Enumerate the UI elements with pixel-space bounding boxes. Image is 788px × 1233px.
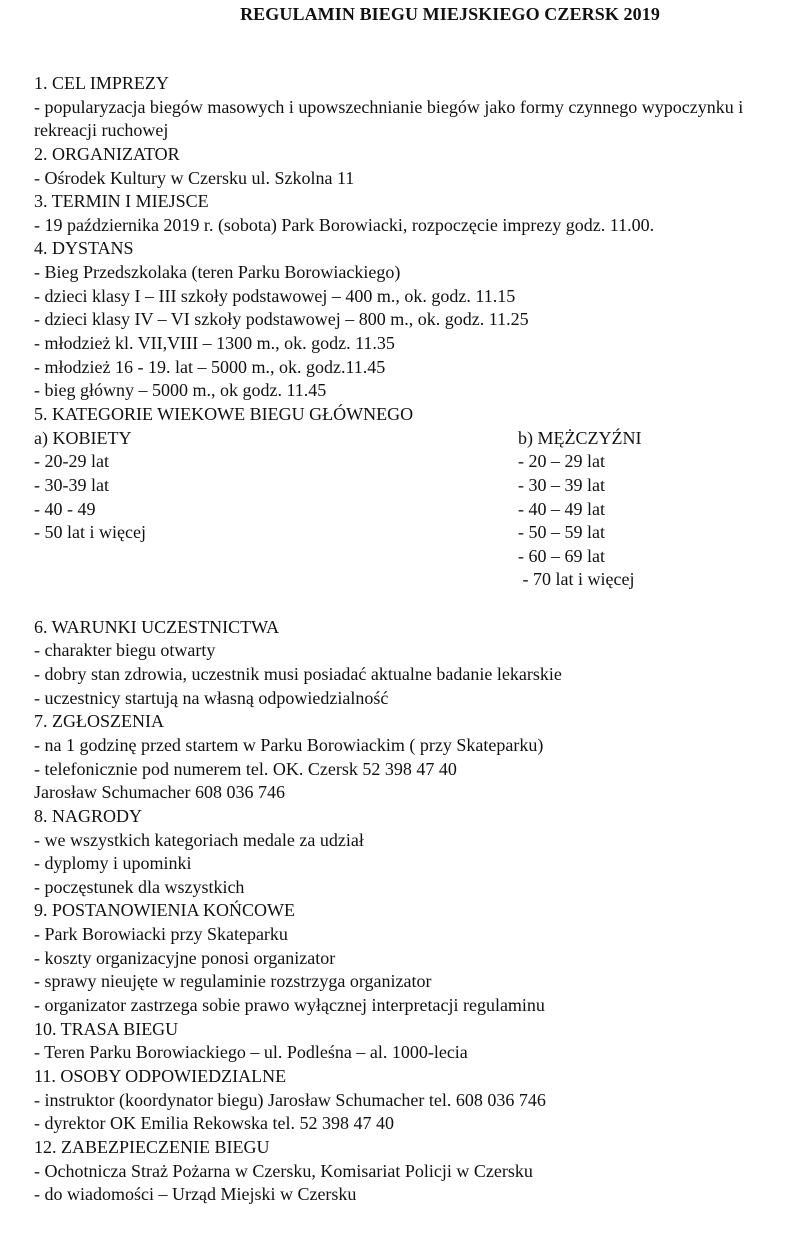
section-line: - Ochotnicza Straż Pożarna w Czersku, Komisariat Policji w Czersku bbox=[34, 1160, 533, 1181]
section-heading: 6. WARUNKI UCZESTNICTWA bbox=[34, 616, 280, 637]
category-item: - 60 – 69 lat bbox=[518, 545, 605, 566]
category-item: - 30-39 lat bbox=[34, 474, 109, 495]
section-heading: 9. POSTANOWIENIA KOŃCOWE bbox=[34, 900, 296, 921]
section-line: - telefonicznie pod numerem tel. OK. Czersk 52 398 47 40 bbox=[34, 758, 457, 779]
category-item: - 30 – 39 lat bbox=[518, 474, 605, 495]
women-label: a) KOBIETY bbox=[34, 427, 132, 448]
category-item: - 20 – 29 lat bbox=[518, 451, 605, 472]
section-line: - dzieci klasy I – III szkoły podstawowej – 400 m., ok. godz. 11.15 bbox=[34, 285, 516, 306]
section-line: - na 1 godzinę przed startem w Parku Borowiackim ( przy Skateparku) bbox=[34, 735, 544, 755]
section-line: - dobry stan zdrowia, uczestnik musi posiadać aktualne badanie lekarskie bbox=[34, 664, 562, 685]
section-line: - sprawy nieujęte w regulaminie rozstrzyga organizator bbox=[34, 971, 432, 992]
spacer bbox=[34, 592, 788, 616]
section-heading: 1. CEL IMPREZY bbox=[34, 73, 169, 93]
section-line: - Park Borowiacki przy Skateparku bbox=[34, 924, 288, 945]
age-categories bbox=[34, 427, 788, 593]
section-line: - bieg główny – 5000 m., ok godz. 11.45 bbox=[34, 380, 327, 401]
section-line: - instruktor (koordynator biegu) Jarosław Schumacher tel. 608 036 746 bbox=[34, 1089, 546, 1110]
category-item: - 20-29 lat bbox=[34, 451, 109, 472]
category-item: - 50 lat i więcej bbox=[34, 522, 146, 543]
section-line: - młodzież 16 - 19. lat – 5000 m., ok. godz.11.45 bbox=[34, 356, 386, 377]
section-heading: 2. ORGANIZATOR bbox=[34, 143, 180, 164]
category-item: - 50 – 59 lat bbox=[518, 522, 605, 543]
women-categories bbox=[34, 427, 146, 545]
men-categories bbox=[518, 427, 641, 592]
section-line: - Ośrodek Kultury w Czersku ul. Szkolna 11 bbox=[34, 167, 355, 188]
section-line: - 19 października 2019 r. (sobota) Park Borowiacki, rozpoczęcie imprezy godz. 11.00. bbox=[34, 214, 655, 235]
section-heading: 12. ZABEZPIECZENIE BIEGU bbox=[34, 1136, 270, 1157]
section-line: - uczestnicy startują na własną odpowiedzialność bbox=[34, 687, 389, 708]
section-line: - dyplomy i upominki bbox=[34, 853, 192, 874]
section-heading: 5. KATEGORIE WIEKOWE BIEGU GŁÓWNEGO bbox=[34, 403, 414, 424]
section-line: - koszty organizacyjne ponosi organizator bbox=[34, 947, 336, 968]
section-heading: 11. OSOBY ODPOWIEDZIALNE bbox=[34, 1065, 287, 1086]
section-line: - Teren Parku Borowiackiego – ul. Podleśna – al. 1000-lecia bbox=[34, 1042, 468, 1063]
section-heading: 8. NAGRODY bbox=[34, 805, 142, 826]
section-heading: 3. TERMIN I MIEJSCE bbox=[34, 191, 209, 212]
category-item: - 70 lat i więcej bbox=[518, 569, 635, 590]
section-line: - Bieg Przedszkolaka (teren Parku Borowiackiego) bbox=[34, 262, 401, 283]
section-line: - popularyzacja biegów masowych i upowszechnianie biegów jako formy czynnego wypoczynku i bbox=[34, 96, 744, 117]
section-line: - młodzież kl. VII,VIII – 1300 m., ok. godz. 11.35 bbox=[34, 333, 395, 354]
section-line: - poczęstunek dla wszystkich bbox=[34, 876, 245, 897]
section-line: - we wszystkich kategoriach medale za udział bbox=[34, 829, 364, 850]
section-line: - charakter biegu otwarty bbox=[34, 640, 216, 661]
section-line: Jarosław Schumacher 608 036 746 bbox=[34, 782, 285, 803]
document-body bbox=[34, 72, 788, 1207]
document-title: REGULAMIN BIEGU MIEJSKIEGO CZERSK 2019 bbox=[240, 4, 660, 24]
category-item: - 40 - 49 bbox=[34, 498, 96, 519]
men-label: b) MĘŻCZYŹNI bbox=[518, 427, 642, 448]
section-line: - do wiadomości – Urząd Miejski w Czersku bbox=[34, 1184, 357, 1205]
section-line: - organizator zastrzega sobie prawo wyłącznej interpretacji regulaminu bbox=[34, 995, 545, 1016]
section-heading: 10. TRASA BIEGU bbox=[34, 1018, 179, 1039]
section-heading: 7. ZGŁOSZENIA bbox=[34, 711, 164, 732]
section-line: rekreacji ruchowej bbox=[34, 120, 169, 141]
category-item: - 40 – 49 lat bbox=[518, 498, 605, 519]
section-heading: 4. DYSTANS bbox=[34, 238, 134, 259]
section-line: - dzieci klasy IV – VI szkoły podstawowej – 800 m., ok. godz. 11.25 bbox=[34, 309, 529, 330]
section-line: - dyrektor OK Emilia Rekowska tel. 52 398 47 40 bbox=[34, 1113, 394, 1134]
